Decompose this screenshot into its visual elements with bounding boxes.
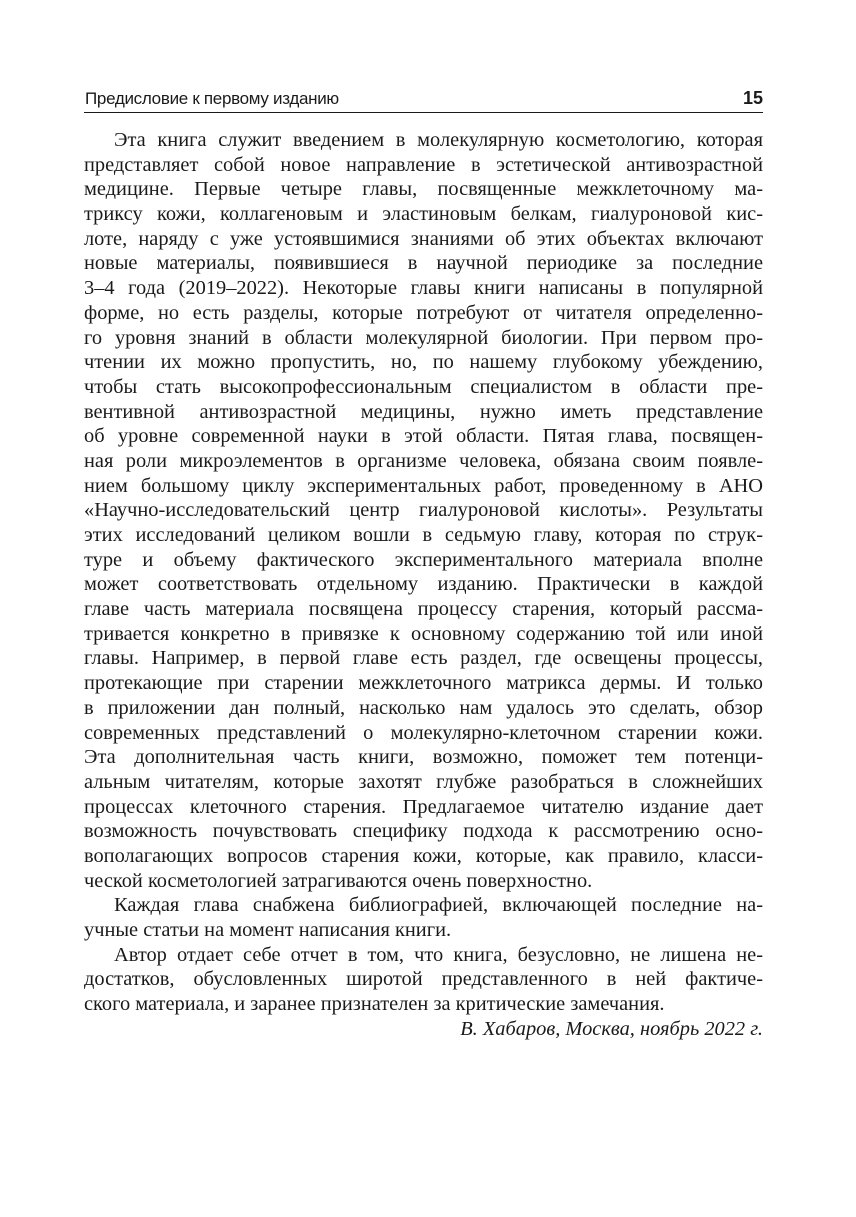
text-line: учные статьи на момент написания книги. xyxy=(84,919,452,941)
text-line: Каждая глава снабжена библиографией, включающей последние на- xyxy=(114,894,763,917)
paragraph xyxy=(84,943,763,1017)
text-line: Эта книга служит введением в молекулярную косметологию, которая xyxy=(114,129,763,151)
text-line: достатков, обусловленных широтой представленного в ней фактиче- xyxy=(84,968,763,991)
text-line: чтобы стать высокопрофессиональным специалистом в области пре- xyxy=(84,375,763,398)
text-line: в приложении дан полный, насколько нам удалось это сделать, обзор xyxy=(84,696,763,719)
text-line: главе часть материала посвящена процессу старения, который рассма- xyxy=(84,598,763,621)
text-line: лоте, наряду с уже устоявшимися знаниями об этих объектах включают xyxy=(84,227,763,250)
text-line: форме, но есть разделы, которые потребуют от читателя определенно- xyxy=(84,301,763,324)
text-line: новые материалы, появившиеся в научной периодике за последние xyxy=(84,252,763,275)
text-line: медицине. Первые четыре главы, посвященные межклеточному ма- xyxy=(84,178,763,201)
text-line: «Научно-исследовательский центр гиалуроновой кислоты». Результаты xyxy=(84,499,763,522)
text-line: триксу кожи, коллагеновым и эластиновым белкам, гиалуроновой кис- xyxy=(84,203,763,226)
text-line: нием большому циклу экспериментальных работ, проведенному в АНО xyxy=(84,474,763,497)
text-line: чтении их можно пропустить, но, по нашему глубокому убеждению, xyxy=(84,351,763,374)
text-line: тривается конкретно в привязке к основному содержанию той или иной xyxy=(84,622,763,645)
text-line: вополагающих вопросов старения кожи, которые, как правило, класси- xyxy=(84,844,763,867)
text-line: представляет собой новое направление в эстетической антивозрастной xyxy=(84,153,763,176)
text-line: современных представлений о молекулярно-клеточном старении кожи. xyxy=(84,721,763,744)
text-line: этих исследований целиком вошли в седьмую главу, которая по струк- xyxy=(84,524,763,546)
text-line: ная роли микроэлементов в организме человека, обязана своим появле- xyxy=(84,449,763,472)
text-line: главы. Например, в первой главе есть раздел, где освещены процессы, xyxy=(84,647,763,670)
author-signature: В. Хабаров, Москва, ноябрь 2022 г. xyxy=(460,1017,763,1040)
text-line: го уровня знаний в области молекулярной биологии. При первом про- xyxy=(84,326,763,349)
text-line: Автор отдает себе отчет в том, что книга, безусловно, не лишена не- xyxy=(114,943,763,966)
running-header-title: Предисловие к первому изданию xyxy=(85,89,339,108)
preface-body xyxy=(84,128,763,1041)
text-line: ского материала, и заранее признателен за критические замечания. xyxy=(84,993,665,1016)
paragraph xyxy=(84,128,763,893)
page-number: 15 xyxy=(742,88,763,108)
text-line: Эта дополнительная часть книги, возможно, поможет тем потенци- xyxy=(84,746,763,769)
running-header xyxy=(84,88,763,113)
text-line: может соответствовать отдельному изданию. Практически в каждой xyxy=(84,573,763,596)
text-line: протекающие при старении межклеточного матрикса дермы. И только xyxy=(84,672,763,695)
text-line: процессах клеточного старения. Предлагаемое читателю издание дает xyxy=(84,795,763,818)
text-line: вентивной антивозрастной медицины, нужно иметь представление xyxy=(84,400,763,423)
paragraph xyxy=(84,893,763,942)
text-line: ческой косметологией затрагиваются очень поверхностно. xyxy=(84,869,593,892)
text-line: альным читателям, которые захотят глубже разобраться в сложнейших xyxy=(84,770,763,793)
text-line: туре и объему фактического экспериментального материала вполне xyxy=(84,548,763,571)
text-line: об уровне современной науки в этой области. Пятая глава, посвящен- xyxy=(84,425,763,448)
text-line: 3–4 года (2019–2022). Некоторые главы книги написаны в популярной xyxy=(84,277,763,300)
text-line: возможность почувствовать специфику подхода к рассмотрению осно- xyxy=(84,820,763,843)
